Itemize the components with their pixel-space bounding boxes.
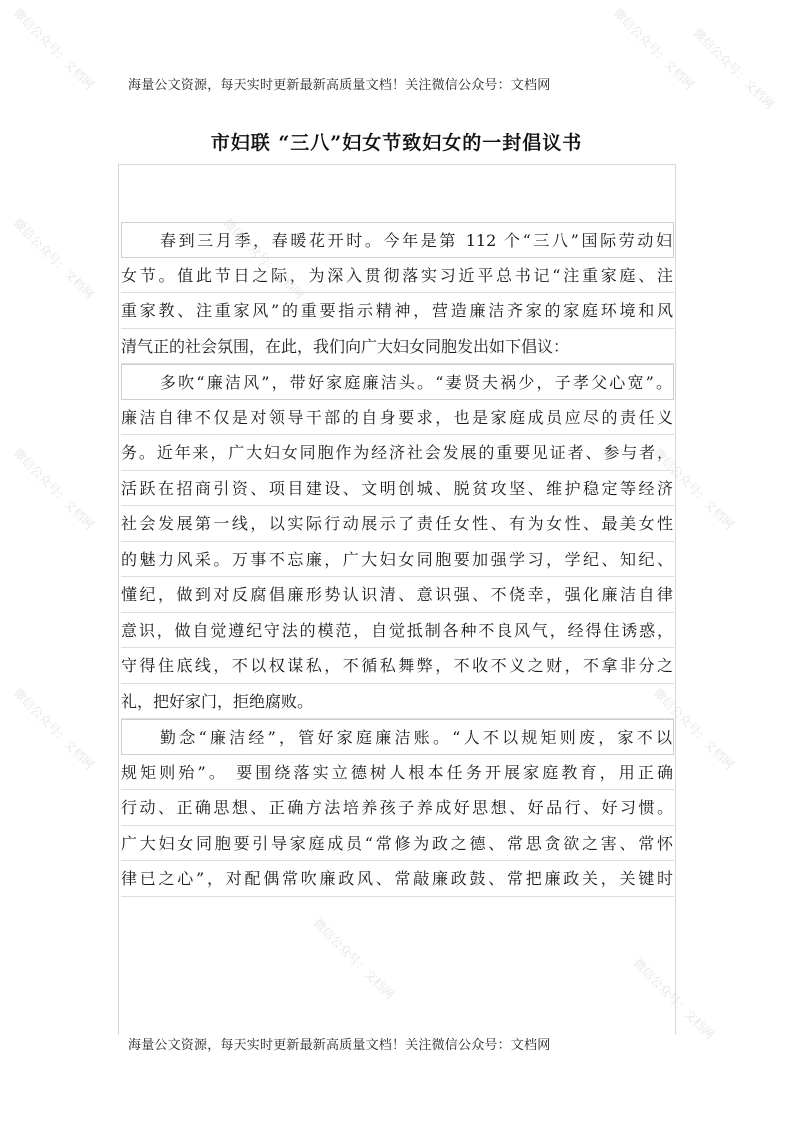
- text-line: 律已之心”，对配偶常吹廉政风、常敲廉政鼓、常把廉政关，关键时: [121, 861, 674, 897]
- text-line: 多吹“廉洁风”，带好家庭廉洁头。“妻贤夫祸少，子孝父心宽”。: [121, 364, 674, 400]
- header-note: 海量公文资源，每天实时更新最新高质量文档！关注微信公众号：文档网: [128, 78, 551, 93]
- text-line: 务。近年来，广大妇女同胞作为经济社会发展的重要见证者、参与者，: [121, 435, 674, 471]
- text-line: 守得住底线，不以权谋私，不循私舞弊，不收不义之财，不拿非分之: [121, 648, 674, 684]
- watermark: 微信公众号：文档网: [10, 445, 97, 532]
- watermark: 微信公众号：文档网: [630, 955, 717, 1042]
- text-line: 规矩则殆”。 要围绕落实立德树人根本任务开展家庭教育，用正确: [121, 755, 674, 791]
- text-line: 清气正的社会氛围，在此，我们向广大妇女同胞发出如下倡议：: [121, 329, 674, 365]
- text-line: 活跃在招商引资、项目建设、文明创城、脱贫攻坚、维护稳定等经济: [121, 471, 674, 507]
- document-body: [121, 222, 674, 897]
- watermark: 微信公众号：文档网: [690, 25, 777, 112]
- text-line: 廉洁自律不仅是对领导干部的自身要求，也是家庭成员应尽的责任义: [121, 400, 674, 436]
- watermark: 微信公众号：文档网: [650, 445, 737, 532]
- text-line: 社会发展第一线，以实际行动展示了责任女性、有为女性、最美女性: [121, 506, 674, 542]
- text-line: 意识，做自觉遵纪守法的模范，自觉抵制各种不良风气，经得住诱惑，: [121, 613, 674, 649]
- text-line: 行动、正确思想、正确方法培养孩子养成好思想、好品行、好习惯。: [121, 790, 674, 826]
- footer-note: 海量公文资源，每天实时更新最新高质量文档！关注微信公众号：文档网: [128, 1038, 551, 1053]
- text-line: 勤念“廉洁经”，管好家庭廉洁账。“人不以规矩则废，家不以: [121, 719, 674, 755]
- text-line: 礼，把好家门，拒绝腐败。: [121, 684, 674, 720]
- watermark: 微信公众号：文档网: [220, 215, 307, 302]
- watermark: 微信公众号：文档网: [310, 915, 397, 1002]
- text-line: 广大妇女同胞要引导家庭成员“常修为政之德、常思贪欲之害、常怀: [121, 826, 674, 862]
- text-line: 的魅力风采。万事不忘廉，广大妇女同胞要加强学习，学纪、知纪、: [121, 542, 674, 578]
- text-line: 春到三月季，春暖花开时。今年是第 112 个“三八”国际劳动妇: [121, 222, 674, 258]
- watermark: 微信公众号：文档网: [650, 685, 737, 772]
- text-line: 懂纪，做到对反腐倡廉形势认识清、意识强、不侥幸，强化廉洁自律: [121, 577, 674, 613]
- document-title: 市妇联 “三八”妇女节致妇女的一封倡议书: [210, 132, 583, 154]
- watermark: 微信公众号：文档网: [10, 685, 97, 772]
- text-line: 女节。值此节日之际，为深入贯彻落实习近平总书记“注重家庭、注: [121, 258, 674, 294]
- watermark: 微信公众号：文档网: [10, 215, 97, 302]
- watermark: 微信公众号：文档网: [10, 5, 97, 92]
- watermark: 微信公众号：文档网: [610, 5, 697, 92]
- text-line: 重家教、注重家风”的重要指示精神，营造廉洁齐家的家庭环境和风: [121, 293, 674, 329]
